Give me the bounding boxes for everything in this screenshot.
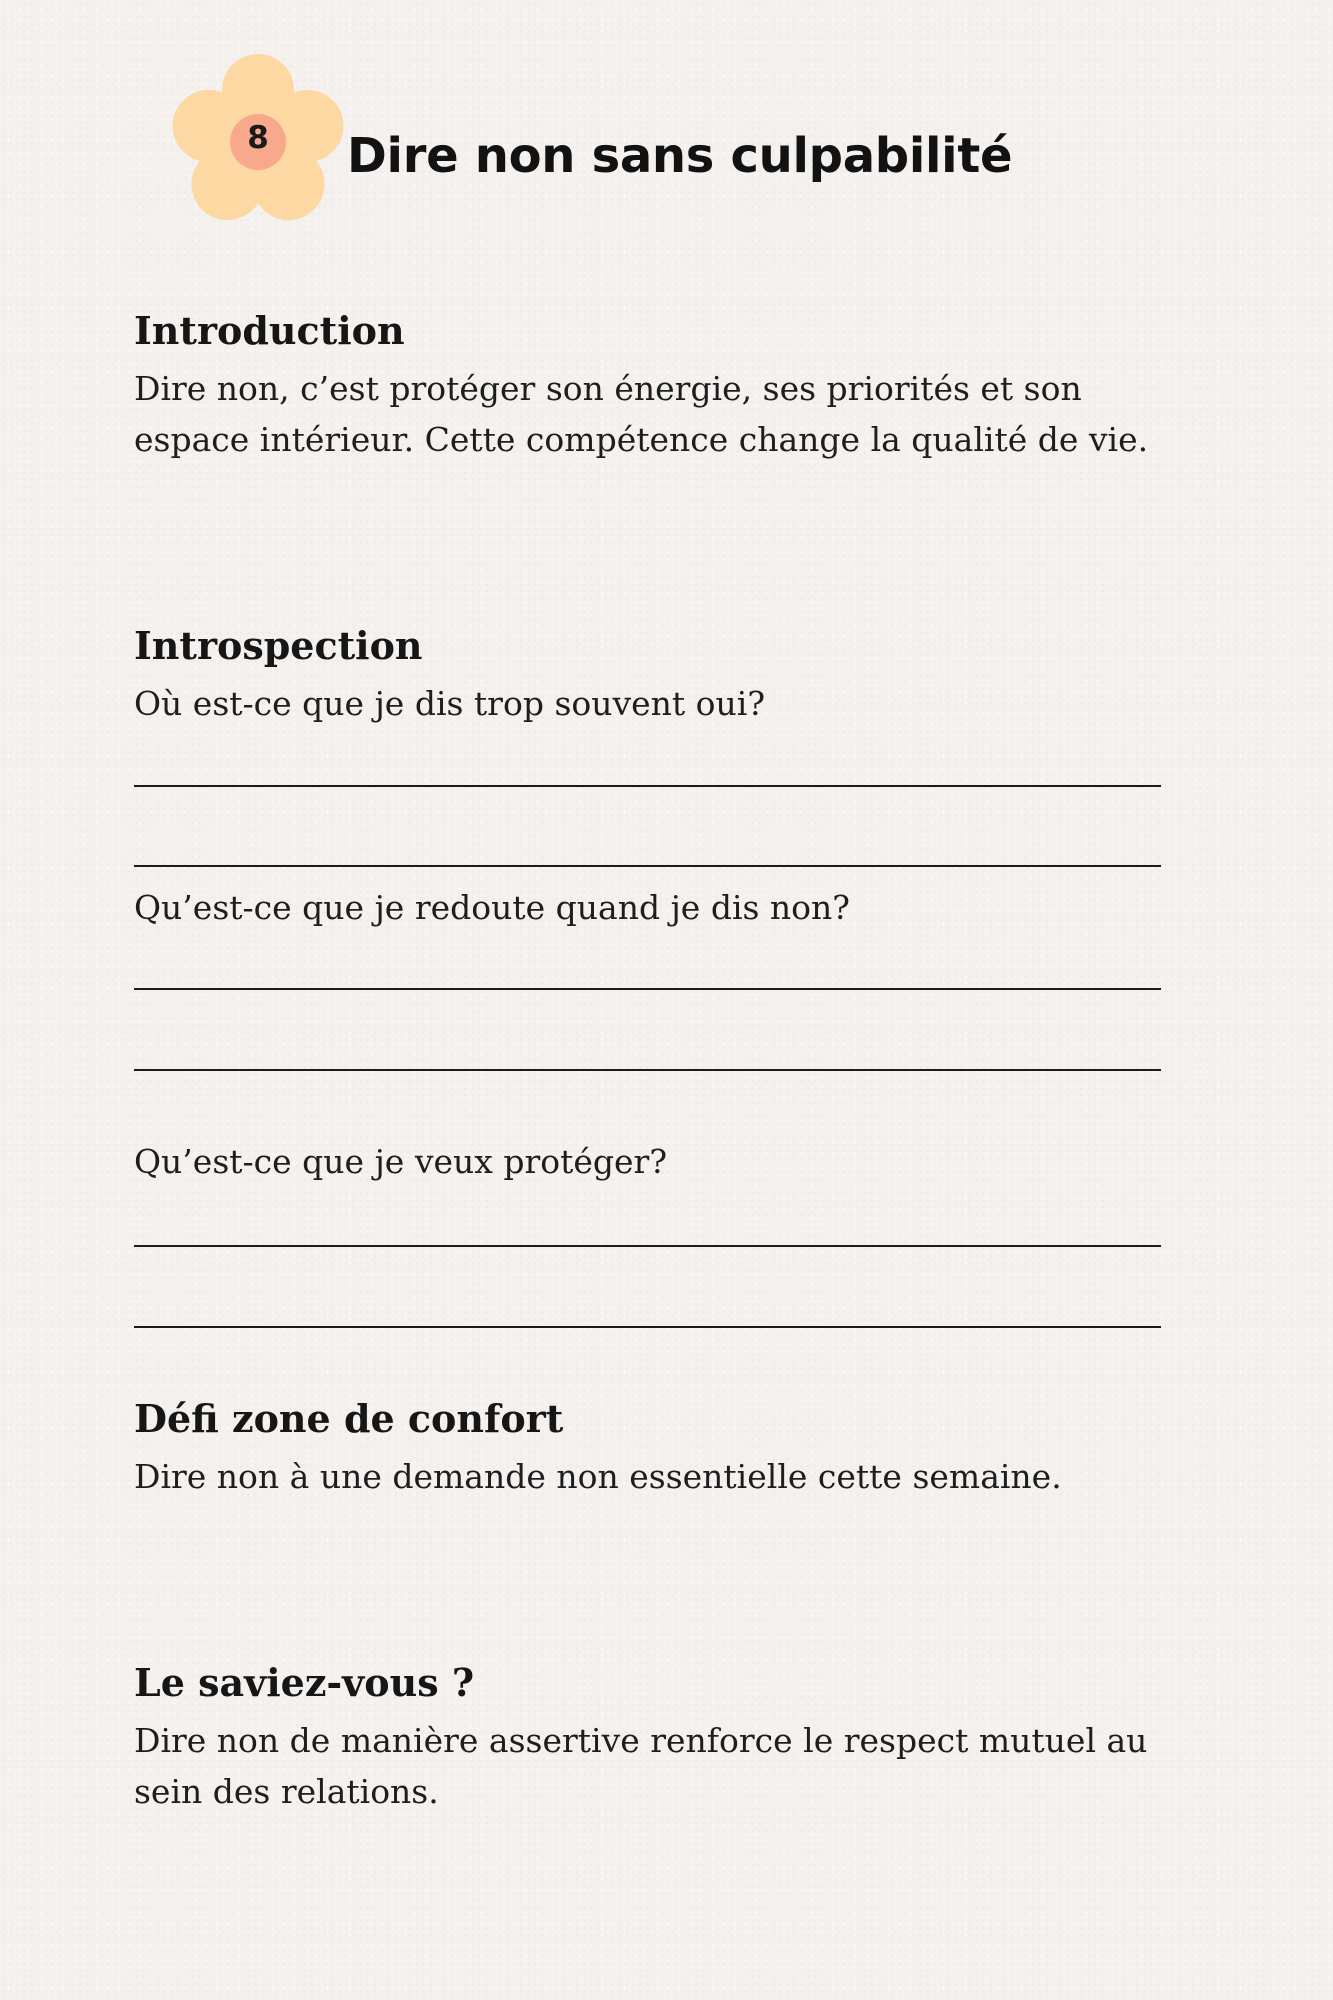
introspection-heading: Introspection (134, 623, 423, 668)
answer-line-3a[interactable] (134, 1245, 1161, 1247)
answer-line-3b[interactable] (134, 1326, 1161, 1328)
answer-line-1b[interactable] (134, 865, 1161, 867)
challenge-text: Dire non à une demande non essentielle cette semaine. (134, 1457, 1062, 1496)
page-title: Dire non sans culpabilité (347, 128, 1013, 184)
introduction-text: Dire non, c’est protéger son énergie, ses priorités et son espace intérieur. Cette compétence change la qualité de vie. (134, 369, 1149, 459)
answer-line-1a[interactable] (134, 785, 1161, 787)
challenge-heading: Défi zone de confort (134, 1396, 564, 1441)
question-2: Qu’est-ce que je redoute quand je dis non? (134, 888, 850, 927)
flower-badge (168, 46, 348, 220)
question-1: Où est-ce que je dis trop souvent oui? (134, 684, 766, 723)
answer-line-2b[interactable] (134, 1069, 1161, 1071)
did-you-know-heading: Le saviez-vous ? (134, 1660, 475, 1705)
did-you-know-text: Dire non de manière assertive renforce le respect mutuel au sein des relations. (134, 1721, 1148, 1811)
chapter-number: 8 (247, 120, 269, 156)
question-3: Qu’est-ce que je veux protéger? (134, 1142, 668, 1181)
answer-line-2a[interactable] (134, 988, 1161, 990)
introduction-heading: Introduction (134, 308, 405, 353)
